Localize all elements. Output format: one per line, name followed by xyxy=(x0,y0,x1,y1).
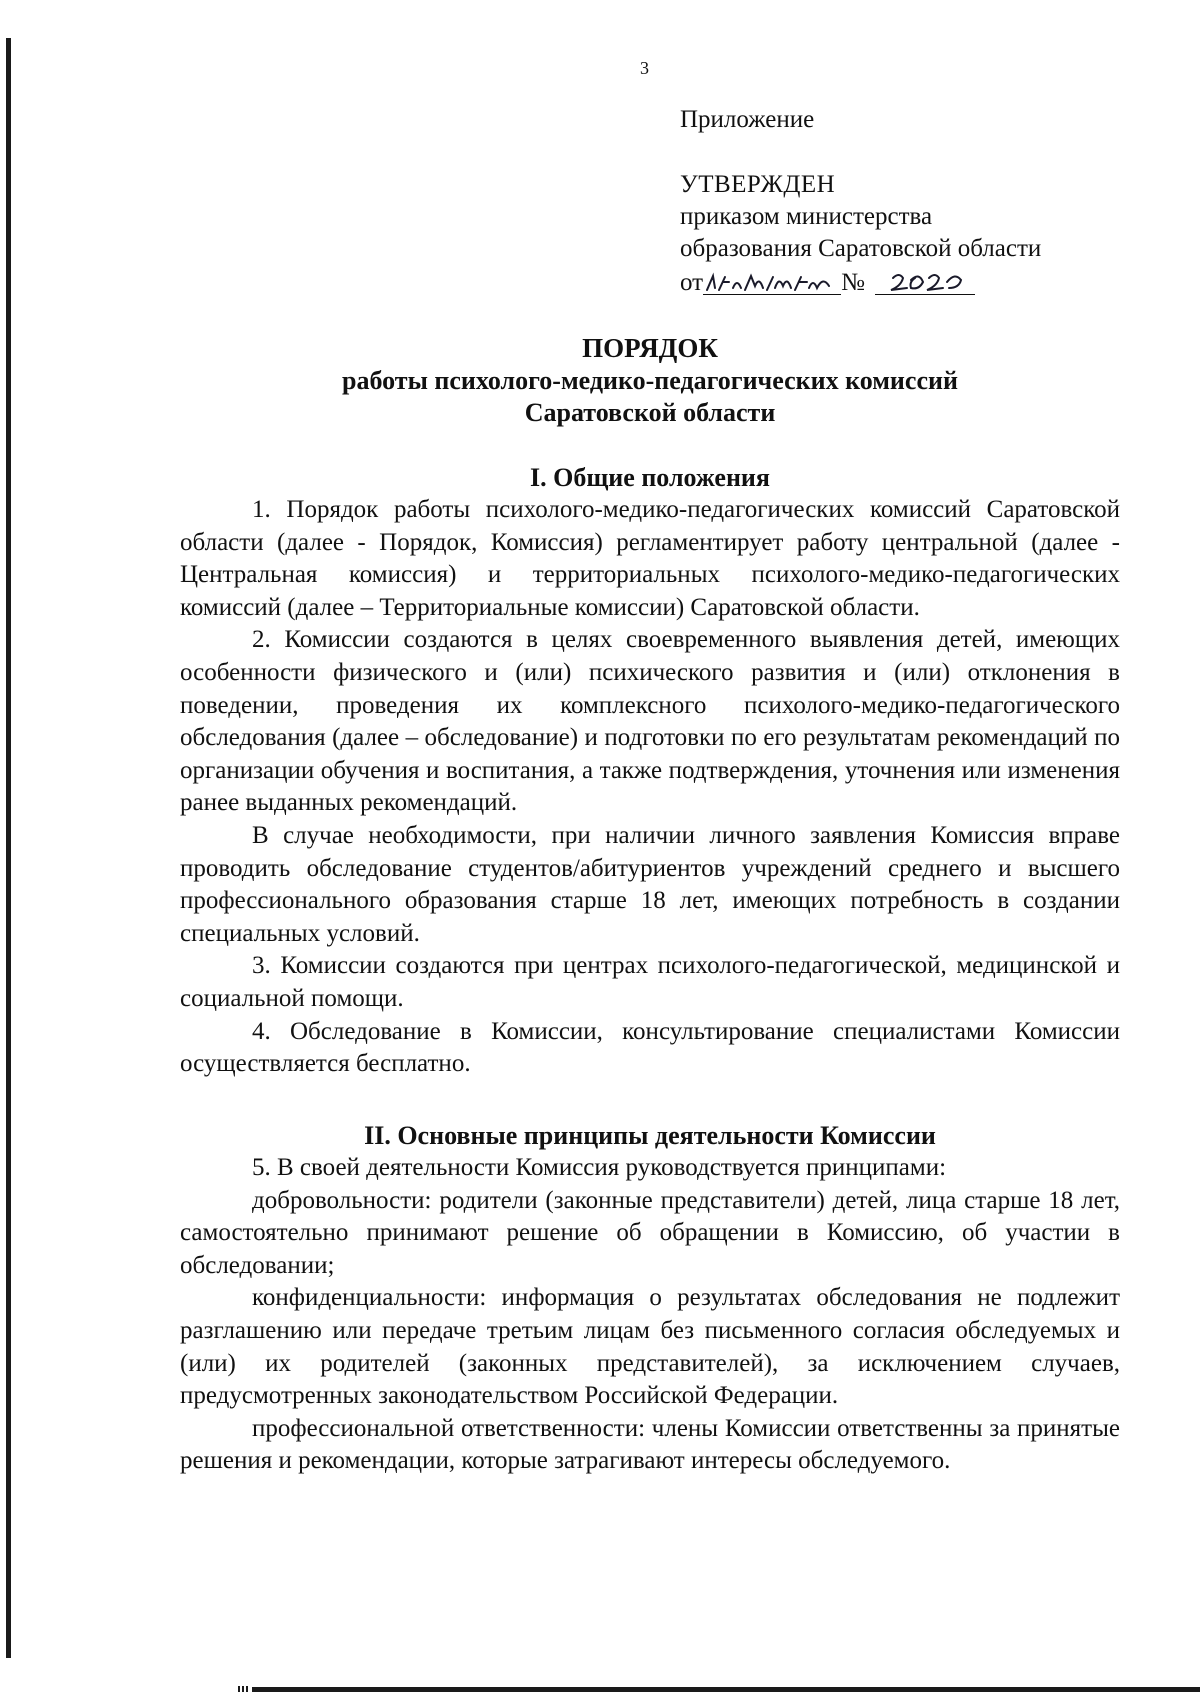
appendix-label: Приложение xyxy=(680,106,815,133)
paragraph-4: 4. Обследование в Комиссии, консультирование специалистами Комиссии осуществляется бесплатно. xyxy=(180,1017,1120,1078)
approval-line-1: приказом министерства xyxy=(680,203,933,230)
approval-block xyxy=(680,104,1120,299)
title-line-3: Саратовской области xyxy=(524,398,776,427)
section-general-provisions xyxy=(180,462,1120,1081)
handwritten-date xyxy=(703,268,841,295)
order-date-number-line xyxy=(680,267,1120,299)
approval-line-2: образования Саратовской области xyxy=(680,235,1042,262)
principle-confidentiality: конфиденциальности: информация о результатах обследования не подлежит разглашению или передаче третьим лицам без письменного согласия обследуемых и (или) их родителей (законных представителей), за исключением случаев, предусмотренных законодательством Российской Федерации. xyxy=(180,1284,1120,1410)
handwritten-number xyxy=(875,268,975,295)
from-prefix: от xyxy=(680,269,704,296)
section-principles xyxy=(180,1120,1120,1478)
approved-label: УТВЕРЖДЕН xyxy=(680,171,836,198)
section-1-heading: I. Общие положения xyxy=(530,463,770,492)
paragraph-3: 3. Комиссии создаются при центрах психолого-педагогической, медицинской и социальной помощи. xyxy=(180,952,1120,1012)
page-number: 3 xyxy=(640,58,649,78)
handwritten-date-scribble xyxy=(703,268,841,296)
title-main: ПОРЯДОК xyxy=(582,333,718,363)
paragraph-1: 1. Порядок работы психолого-медико-педагогических комиссий Саратовской области (далее - Порядок, Комиссия) регламентирует работу центральной (далее - Центральная комиссия) и территориальных психолого-медико-педагогических комиссий (далее – Территориальные комиссии) Саратовской области. xyxy=(180,496,1120,621)
paragraph-2: 2. Комиссии создаются в целях своевременного выявления детей, имеющих особенности физического и (или) психического развития и (или) отклонения в поведении, проведения их комплексного психолого-медико-педагогического обследования (далее – обследование) и подготовки по его результатам рекомендаций по организации обучения и воспитания, а также подтверждения, уточнения или изменения ранее выданных рекомендаций. xyxy=(180,626,1120,817)
paragraph-5: 5. В своей деятельности Комиссия руководствуется принципами: xyxy=(252,1154,947,1181)
document-title xyxy=(180,332,1120,429)
scan-edge-bottom xyxy=(252,1687,1200,1692)
principle-voluntariness: добровольности: родители (законные представители) детей, лица старше 18 лет, самостоятельно принимают решение об обращении в Комиссию, об участии в обследовании; xyxy=(180,1186,1120,1279)
title-line-2: работы психолого-медико-педагогических комиссий xyxy=(342,366,958,395)
scan-edge-left xyxy=(6,38,11,1658)
scan-edge-bottom-dots xyxy=(238,1686,250,1692)
number-sign: № xyxy=(841,269,865,296)
section-2-heading: II. Основные принципы деятельности Комиссии xyxy=(364,1121,936,1150)
principle-responsibility: профессиональной ответственности: члены Комиссии ответственны за принятые решения и рекомендации, которые затрагивают интересы обследуемого. xyxy=(180,1414,1120,1475)
paragraph-2-note: В случае необходимости, при наличии личного заявления Комиссия вправе проводить обследование студентов/абитуриентов учреждений среднего и высшего профессионального образования старше 18 лет, имеющих потребность в создании специальных условий. xyxy=(180,821,1120,947)
handwritten-number-scribble xyxy=(875,268,975,296)
